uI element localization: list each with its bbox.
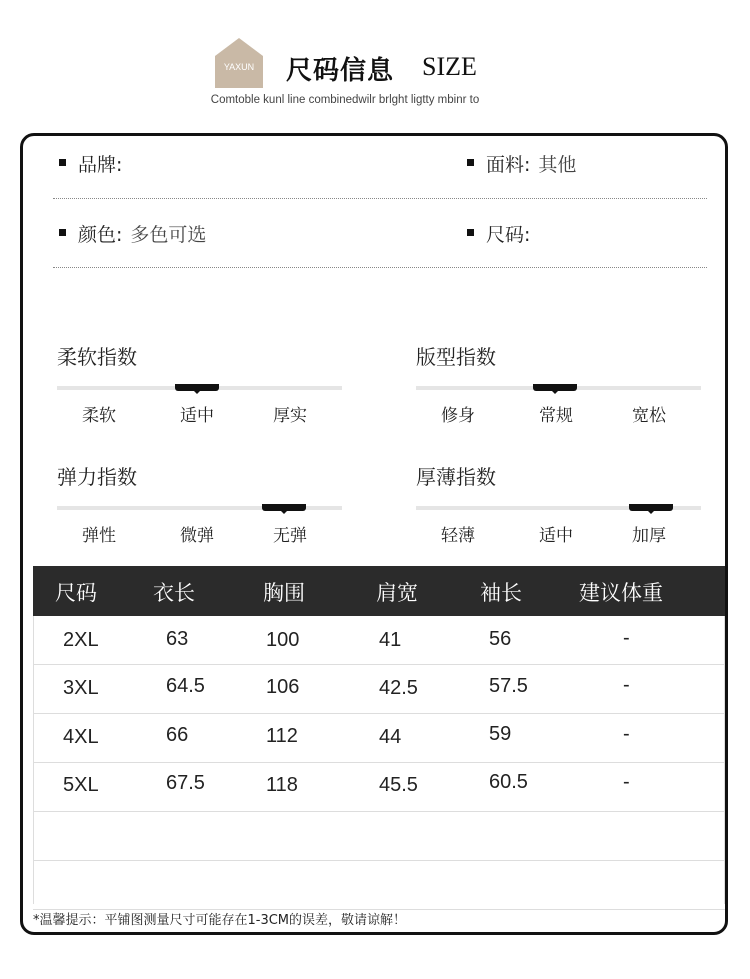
cell-length: 66 xyxy=(166,724,189,746)
cell-sleeve: 57.5 xyxy=(489,675,528,697)
index-option: 无弹 xyxy=(273,526,307,546)
cell-shoulder: 42.5 xyxy=(379,677,418,699)
index-option: 轻薄 xyxy=(441,526,475,546)
logo-text: YAXUN xyxy=(223,62,255,72)
bullet-icon xyxy=(59,159,66,166)
index-option: 弹性 xyxy=(82,526,116,546)
brand-info: 品牌: xyxy=(59,150,130,177)
index-title: 版型指数 xyxy=(416,345,496,369)
cell-size: 4XL xyxy=(63,726,99,748)
cell-sleeve: 56 xyxy=(489,628,512,650)
table-row xyxy=(33,763,725,812)
index-marker xyxy=(629,504,673,511)
elasticity-index xyxy=(57,461,347,571)
bullet-icon xyxy=(467,159,474,166)
cell-chest: 118 xyxy=(266,774,298,796)
header-size: 尺码 xyxy=(55,581,97,605)
divider xyxy=(53,198,707,199)
index-option: 柔软 xyxy=(82,406,116,426)
cell-weight: - xyxy=(623,723,630,745)
cell-chest: 100 xyxy=(266,629,300,651)
cell-weight: - xyxy=(623,674,630,696)
measurement-note: *温馨提示：平铺图测量尺寸可能存在1-3CM的误差，敬请谅解！ xyxy=(33,913,407,928)
size-info-panel xyxy=(20,133,728,935)
index-marker xyxy=(533,384,577,391)
index-option: 宽松 xyxy=(632,406,666,426)
cell-shoulder: 44 xyxy=(379,726,402,748)
index-option: 适中 xyxy=(180,406,214,426)
cell-chest: 106 xyxy=(266,676,300,698)
header-weight: 建议体重 xyxy=(579,581,663,605)
cell-sleeve: 60.5 xyxy=(489,771,528,793)
info-row-1 xyxy=(23,136,725,196)
brand-logo xyxy=(215,38,263,88)
divider xyxy=(53,267,707,268)
cell-shoulder: 45.5 xyxy=(379,774,418,796)
index-option: 厚实 xyxy=(273,406,307,426)
cell-length: 63 xyxy=(166,628,189,650)
index-option: 适中 xyxy=(539,526,573,546)
index-option: 微弹 xyxy=(180,526,214,546)
bullet-icon xyxy=(467,229,474,236)
header-chest: 胸围 xyxy=(263,581,305,605)
table-row-empty xyxy=(33,861,725,910)
size-info: 尺码: xyxy=(467,220,538,247)
index-marker xyxy=(262,504,306,511)
cell-size: 2XL xyxy=(63,629,99,651)
table-row-empty xyxy=(33,812,725,861)
thickness-index xyxy=(416,461,706,571)
cell-weight: - xyxy=(623,627,630,649)
cell-length: 67.5 xyxy=(166,772,205,794)
table-header xyxy=(33,566,725,616)
subtitle: Comtoble kunl line combinedwilr brlght ligtty mbinr to xyxy=(210,94,480,106)
cell-shoulder: 41 xyxy=(379,629,402,651)
page-title-en: SIZE xyxy=(422,52,477,81)
index-marker xyxy=(175,384,219,391)
cell-weight: - xyxy=(623,771,630,793)
color-info: 颜色: 多色可选 xyxy=(59,220,206,247)
cell-length: 64.5 xyxy=(166,675,205,697)
cell-sleeve: 59 xyxy=(489,723,512,745)
index-option: 修身 xyxy=(441,406,475,426)
table-row xyxy=(33,665,725,714)
header-sleeve: 袖长 xyxy=(480,581,522,605)
index-title: 弹力指数 xyxy=(57,465,137,489)
page-title: 尺码信息 xyxy=(286,56,395,86)
table-row xyxy=(33,714,725,763)
header-length: 衣长 xyxy=(153,581,195,605)
index-option: 常规 xyxy=(539,406,573,426)
softness-index xyxy=(57,341,347,451)
index-title: 柔软指数 xyxy=(57,345,137,369)
table-row xyxy=(33,616,725,665)
fabric-info: 面料: 其他 xyxy=(467,150,576,177)
header-shoulder: 肩宽 xyxy=(376,581,418,605)
cell-size: 5XL xyxy=(63,774,99,796)
index-option: 加厚 xyxy=(632,526,666,546)
header xyxy=(0,0,750,130)
info-row-2 xyxy=(23,206,725,266)
index-title: 厚薄指数 xyxy=(416,465,496,489)
bullet-icon xyxy=(59,229,66,236)
fit-index xyxy=(416,341,706,451)
cell-size: 3XL xyxy=(63,677,99,699)
cell-chest: 112 xyxy=(266,725,298,747)
